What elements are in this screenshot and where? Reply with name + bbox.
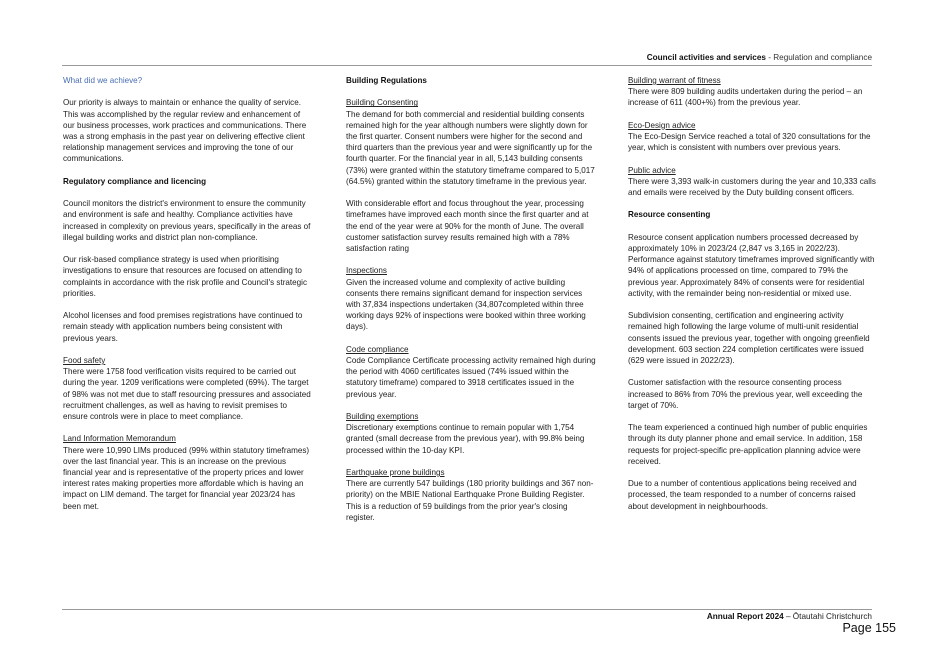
paragraph-earthquake-prone: There are currently 547 buildings (180 priority buildings and 367 non-priority) on the MBIE National Earthquake Prone Building Register. This is a reduction of 59 buildings from the prior year's closing register. (346, 479, 594, 522)
subheading-public-advice: Public advice (628, 165, 676, 175)
paragraph-subdivision: Subdivision consenting, certification and engineering activity remained high following the large volume of multi-unit residential consents issued the previous year, together with ongoing greenfield development. 603 section 224 completion certificates were issued (629 were issued in 2022/23). (628, 311, 870, 365)
subheading-building-consenting: Building Consenting (346, 98, 418, 108)
paragraph-monitoring: Council monitors the district's environment to ensure the community and environment is safe and healthy. Compliance activities have increased in complexity on previous years, specifically in the areas of illegal building works and district plan non-compliance. (63, 199, 311, 242)
header-divider (62, 65, 872, 66)
column-left (63, 75, 313, 523)
subheading-building-exemptions: Building exemptions (346, 412, 419, 422)
subheading-building-wof: Building warrant of fitness (628, 76, 721, 85)
heading-regulatory-compliance: Regulatory compliance and licencing (63, 176, 207, 186)
footer-divider (62, 609, 872, 610)
footer-report-title: Annual Report 2024 (706, 612, 784, 621)
footer-report-location: – Ōtautahi Christchurch (783, 612, 872, 621)
paragraph-building-wof: There were 809 building audits undertaken during the period – an increase of 611 (400+%) from the previous year. (628, 87, 863, 108)
subheading-inspections: Inspections (346, 266, 387, 276)
intro-paragraph: Our priority is always to maintain or enhance the quality of service. This was accomplished by the regular review and enhancement of our business processes, work practices and communications. There was a strong emphasis in the past year on delivering effective client relationship management services and improving the tone of our communications. (63, 98, 307, 164)
header-section-subtitle: - Regulation and compliance (765, 53, 872, 62)
subheading-earthquake-prone: Earthquake prone buildings (346, 468, 445, 478)
paragraph-inspections: Given the increased volume and complexity of active building consents there remains significant demand for inspection services with 37,834 inspections undertaken (34,807completed within three working days 92% of inspections were booked within three working days). (346, 277, 586, 332)
paragraph-food-safety: There were 1758 food verification visits required to be carried out during the year. 1209 verifications were completed (69%). The target of 98% was not met due to staff resourcing pressures and associated recruitment challenges, as well as having to revisit premises to ensure controls were in place to meet compliance. (63, 367, 311, 421)
paragraph-alcohol-licenses: Alcohol licenses and food premises registrations have continued to remain steady with application numbers being consistent with previous years. (63, 311, 303, 343)
page-number: Page 155 (842, 621, 896, 635)
paragraph-risk-strategy: Our risk-based compliance strategy is used when prioritising investigations to ensure that resources are focused on attending to complaints in accordance with the risk profile and Council's strategic priorities. (63, 255, 308, 298)
paragraph-resource-consent-numbers: Resource consent application numbers processed decreased by approximately 10% in 2023/24 (2,847 vs 3,165 in 2022/23). Performance against statutory timeframes improved significantly with 94% of applications processed on time, compared to 79% the previous year. Approximately 84% of consents were for residential activity, with the remainder being non-residential or mixed use. (628, 232, 875, 298)
paragraph-code-compliance: Code Compliance Certificate processing activity remained high during the period with 4060 certificates issued (74% issued within the statutory timeframe) compared to 3918 certificates issued in the previous year. (346, 356, 596, 399)
column-middle (346, 75, 596, 534)
paragraph-contentious-applications: Due to a number of contentious applications being received and processed, the team responded to a number of concerns raised about development in neighbourhoods. (628, 479, 857, 511)
paragraph-public-enquiries: The team experienced a continued high number of public enquiries through its duty planner phone and email service. In addition, 158 requests for project-specific pre-application planning advice were received. (628, 423, 868, 466)
paragraph-building-exemptions: Discretionary exemptions continue to remain popular with 1,754 granted (small decrease from the previous year), with 99.8% being processed within the 10-day KPI. (346, 423, 585, 455)
page-footer (62, 612, 872, 621)
paragraph-public-advice: There were 3,393 walk-in customers during the year and 10,333 calls and emails were received by the Duty building consent officers. (628, 176, 876, 197)
page-header (62, 53, 872, 62)
subheading-lim: Land Information Memorandum (63, 434, 176, 444)
paragraph-customer-satisfaction: Customer satisfaction with the resource consenting process increased to 86% from 70% the previous year, well exceeding the target of 70%. (628, 378, 863, 410)
header-section-title: Council activities and services (646, 53, 766, 62)
heading-building-regulations: Building Regulations (346, 76, 427, 85)
subheading-food-safety: Food safety (63, 355, 106, 365)
subheading-eco-design: Eco-Design advice (628, 120, 696, 130)
section-question: What did we achieve? (63, 76, 143, 85)
paragraph-lim: There were 10,990 LIMs produced (99% within statutory timeframes) over the last financial year. This is an increase on the previous financial year and is representative of the property prices and lower interest rates making properties more affordable which is having an impact on LIM demand. The target for financial year 2023/24 has been met. (63, 445, 310, 511)
column-right (628, 75, 878, 523)
heading-resource-consenting: Resource consenting (628, 210, 711, 220)
paragraph-building-consenting: The demand for both commercial and residential building consents remained high for the year although numbers were slightly down for the first quarter. Consent numbers were higher for the second and third quarters than the previous year and were significantly up for the fourth quarter. For the financial year in all, 5,143 building consents (73%) were granted within the statutory timeframe compared to 5,017 (64.5%) granted within the statutory timeframe in the previous year. (346, 109, 595, 186)
subheading-code-compliance: Code compliance (346, 344, 409, 354)
paragraph-eco-design: The Eco-Design Service reached a total of 320 consultations for the year, which is consistent with numbers over previous years. (628, 132, 871, 153)
paragraph-processing-timeframes: With considerable effort and focus throughout the year, processing timeframes have improved each month since the first quarter and at the end of the year were at 90% for the month of June. The overall customer satisfaction survey results remained high with a 78% satisfaction rating (346, 199, 589, 254)
